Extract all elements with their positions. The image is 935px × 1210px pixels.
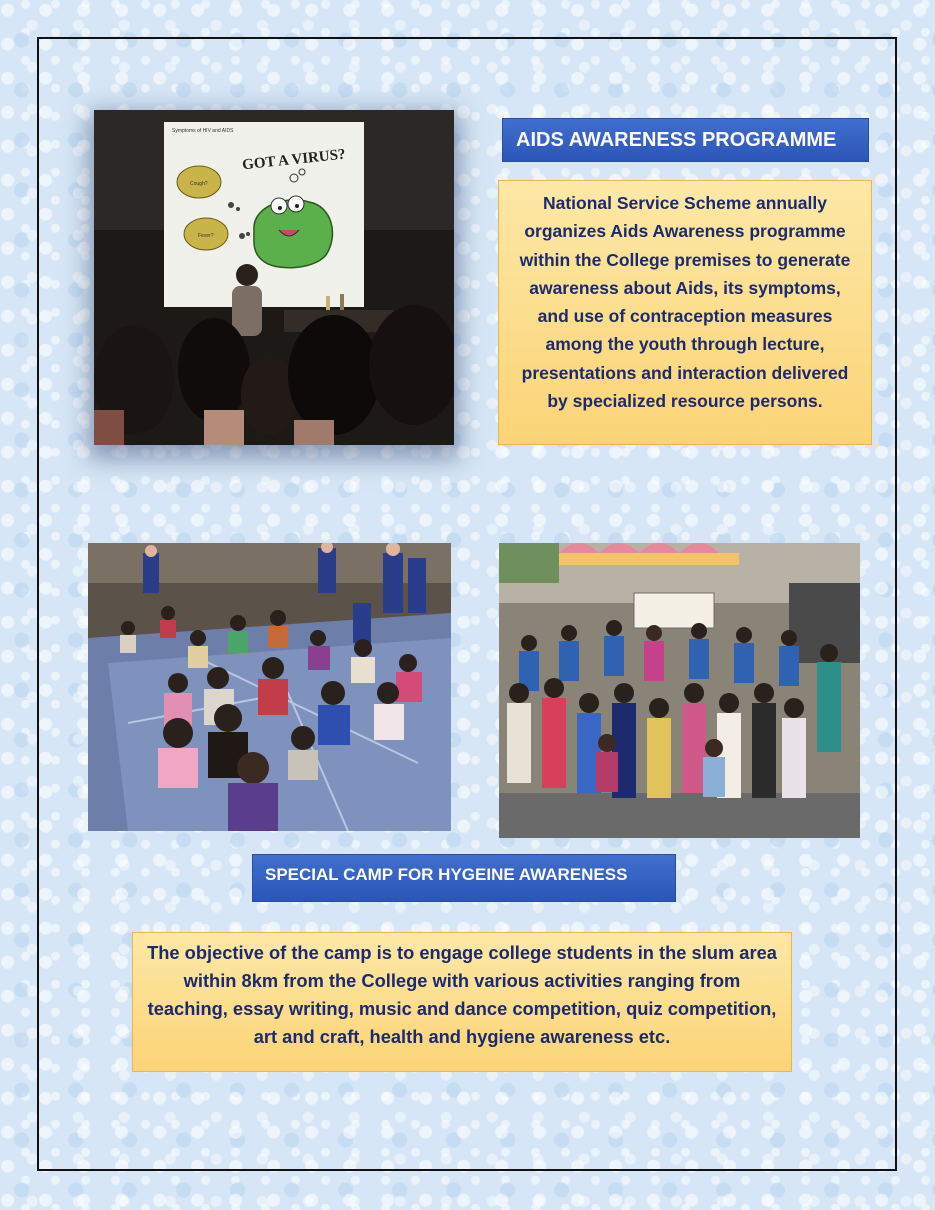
camp-children-sitting-photo — [88, 543, 451, 831]
hygiene-camp-description: The objective of the camp is to engage college students in the slum area within 8km from the College with various activities ranging from teaching, essay writing, music and dance competition, quiz competition, art and craft, health and hygiene awareness etc. — [132, 932, 792, 1072]
camp-group-photo — [499, 543, 860, 838]
aids-awareness-title: AIDS AWARENESS PROGRAMME — [502, 118, 869, 162]
slide-heading: Symptoms of HIV and AIDS — [172, 128, 234, 134]
slide-title: GOT A VIRUS? — [241, 146, 347, 174]
aids-awareness-description: National Service Scheme annually organizes Aids Awareness programme within the College premises to generate awareness about Aids, its symptoms, and use of contraception measures among the youth through lecture, presentations and interaction delivered by specialized resource persons. — [498, 180, 872, 445]
aids-awareness-photo — [94, 110, 454, 445]
bubble-cough: Cough? — [190, 181, 208, 187]
hygiene-camp-title: SPECIAL CAMP FOR HYGEINE AWARENESS — [252, 854, 676, 902]
bubble-fever: Fever? — [198, 233, 214, 239]
